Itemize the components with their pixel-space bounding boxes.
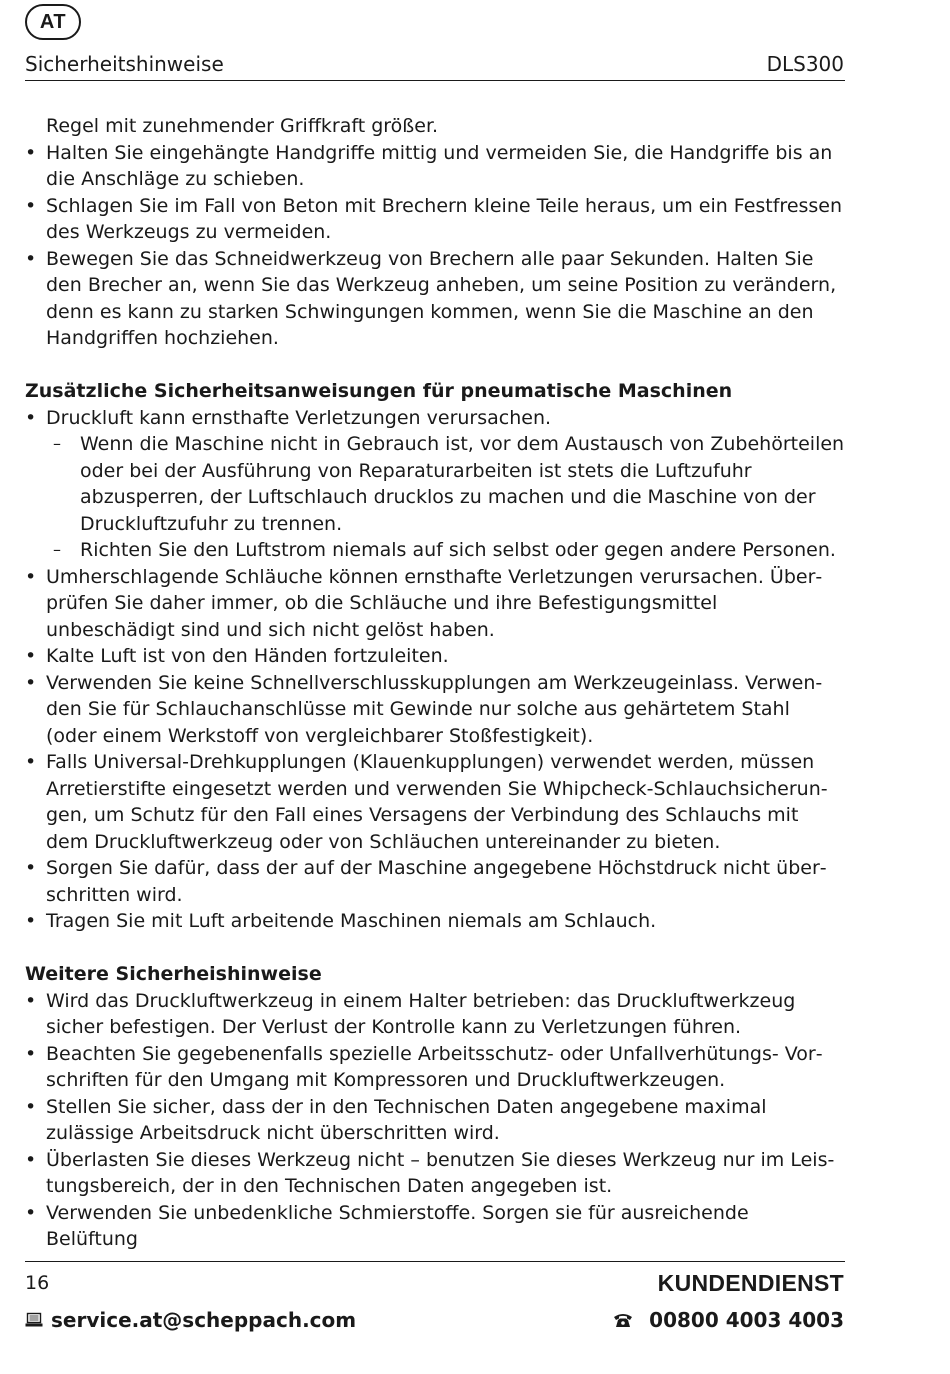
section-heading-further: Weitere Sicherheishinweise — [25, 963, 322, 985]
service-title: KUNDENDIENST — [657, 1270, 844, 1296]
footer-divider — [25, 1261, 845, 1262]
list-item: • Überlasten Sie dieses Werkzeug nicht – benutzen Sie dieses Werkzeug nur im Leistungsbereich, der in den Technischen Daten angegeben ist. — [25, 1147, 845, 1200]
list-item: • Stellen Sie sicher, dass der in den Technischen Daten angegebene maximal zulässige Arbeitsdruck nicht überschritten wird. — [25, 1094, 845, 1147]
list-item: • Sorgen Sie dafür, dass der auf der Maschine angegebene Höchstdruck nicht überschritten wird. — [25, 855, 845, 908]
telephone-icon — [613, 1312, 633, 1328]
country-badge: AT — [25, 4, 81, 40]
section-title: Sicherheitshinweise — [25, 52, 224, 76]
list-item: • Schlagen Sie im Fall von Beton mit Brechern kleine Teile heraus, um ein Festfressen des Werkzeugs zu vermeiden. — [25, 193, 845, 246]
header-divider — [25, 80, 845, 81]
list-item: • Verwenden Sie keine Schnellverschlusskupplungen am Werkzeugeinlass. Verwenden Sie für Schlauchanschlüsse mit Gewinde nur solche aus gehärtetem Stahl (oder einem Werkstoff von vergleichbarer Stoßfestigkeit). — [25, 670, 845, 750]
service-phone — [613, 1306, 844, 1334]
sub-list-item: – Richten Sie den Luftstrom niemals auf sich selbst oder gegen andere Personen. — [25, 537, 845, 564]
list-item: • Falls Universal-Drehkupplungen (Klauenkupplungen) verwendet werden, müssen Arretierstifte eingesetzt werden und verwenden Sie Whipcheck-Schlauchsicherungen, um Schutz für den Fall eines Versagens der Verbindung des Schlauchs mit dem Druckluftwerkzeug oder von Schläuchen untereinander zu bieten. — [25, 749, 845, 855]
list-item: • Umherschlagende Schläuche können ernsthafte Verletzungen verursachen. Überprüfen Sie daher immer, ob die Schläuche und ihre Befestigungsmittel unbeschädigt sind und sich nicht gelöst haben. — [25, 564, 845, 644]
sub-list-item: – Wenn die Maschine nicht in Gebrauch ist, vor dem Austausch von Zubehörteilen oder bei der Ausführung von Reparaturarbeiten ist stets die Luftzufuhr abzusperren, der Luftschlauch drucklos zu machen und die Maschine von der Druckluftzufuhr zu trennen. — [25, 431, 845, 537]
section-heading-pneumatic: Zusätzliche Sicherheitsanweisungen für pneumatische Maschinen — [25, 380, 733, 402]
service-email-text: service.at@scheppach.com — [51, 1308, 357, 1332]
service-phone-number: 00800 4003 4003 — [649, 1308, 844, 1332]
laptop-icon — [25, 1312, 43, 1328]
list-item: • Kalte Luft ist von den Händen fortzuleiten. — [25, 643, 845, 670]
list-item: • Bewegen Sie das Schneidwerkzeug von Brechern alle paar Sekunden. Halten Sie den Brecher an, wenn Sie das Werkzeug anheben, um seine Position zu verändern, denn es kann zu starken Schwingungen kommen, wenn Sie die Maschine an den Handgriffen hochziehen. — [25, 246, 845, 352]
list-item: • Verwenden Sie unbedenkliche Schmierstoffe. Sorgen sie für ausreichende Belüftung — [25, 1200, 845, 1253]
list-item: • Beachten Sie gegebenenfalls spezielle Arbeitsschutz- oder Unfallverhütungs- Vorschriften für den Umgang mit Kompressoren und Druckluftwerkzeugen. — [25, 1041, 845, 1094]
list-item: • Tragen Sie mit Luft arbeitende Maschinen niemals am Schlauch. — [25, 908, 845, 935]
page-number: 16 — [25, 1272, 50, 1294]
list-item: • Wird das Druckluftwerkzeug in einem Halter betrieben: das Druckluftwerkzeug sicher befestigen. Der Verlust der Kontrolle kann zu Verletzungen führen. — [25, 988, 845, 1041]
list-item: • Druckluft kann ernsthafte Verletzungen verursachen. — [25, 405, 845, 432]
continued-text: Regel mit zunehmender Griffkraft größer. — [46, 115, 439, 137]
model-name: DLS300 — [766, 52, 844, 76]
document-body — [25, 113, 845, 1253]
service-email — [25, 1306, 356, 1334]
list-item: • Halten Sie eingehängte Handgriffe mittig und vermeiden Sie, die Handgriffe bis an die Anschläge zu schieben. — [25, 140, 845, 193]
